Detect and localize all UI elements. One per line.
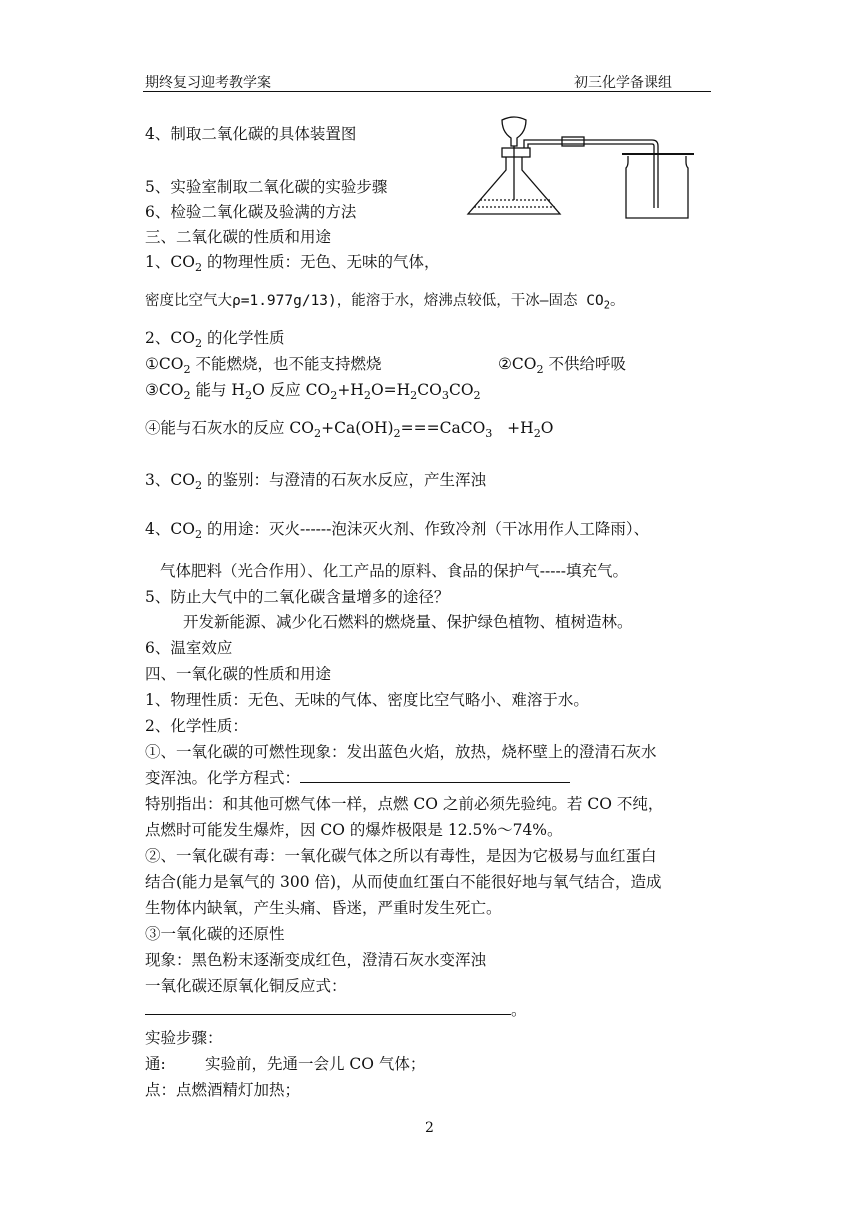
text-line: 特别指出：和其他可燃气体一样，点燃 CO 之前必须先验纯。若 CO 不纯， [145, 795, 664, 813]
text-line: 4、$CO_2$ 的用途：灭火------泡沫灭火剂、作致冷剂（干冰用作人工降雨）、 [145, 520, 650, 541]
text-line: 密度比空气大ρ=1.977g/13)，能溶于水，熔沸点较低，干冰—固态 $CO_2$。 [145, 293, 625, 312]
page-number: 2 [425, 1120, 434, 1136]
text-line: 点：点燃酒精灯加热； [145, 1081, 301, 1099]
text-line: 开发新能源、减少化石燃料的燃烧量、保护绿色植物、植树造林。 [183, 613, 633, 631]
text-line: ①、一氧化碳的可燃性现象：发出蓝色火焰，放热，烧杯壁上的澄清石灰水 [145, 743, 657, 761]
text-line: 1、物理性质：无色、无味的气体、密度比空气略小、难溶于水。 [145, 691, 589, 709]
text-line: 1、$CO_2$ 的物理性质：无色、无味的气体， [145, 253, 440, 274]
text-line: 6、温室效应 [145, 639, 233, 657]
text-line: 气体肥料（光合作用）、化工产品的原料、食品的保护气-----填充气。 [160, 562, 628, 580]
text-line: 。 [145, 998, 527, 1020]
header-left: 期终复习迎考教学案 [145, 75, 271, 91]
co2-apparatus-figure [462, 112, 702, 222]
text-line: $①CO_2$ 不能燃烧，也不能支持燃烧 [145, 355, 382, 376]
text-line: 5、防止大气中的二氧化碳含量增多的途径？ [145, 588, 450, 606]
text-line: 2、$CO_2$ 的化学性质 [145, 329, 285, 350]
text-line: $②CO_2$ 不供给呼吸 [498, 355, 627, 376]
text-line: ④能与石灰水的反应 $CO_2+Ca(OH)_2===CaCO_3 +H_2O$ [145, 419, 554, 440]
text-line: 生物体内缺氧，产生头痛、昏迷，严重时发生死亡。 [145, 899, 502, 917]
text-line: 实验前，先通一会儿 CO 气体； [205, 1055, 426, 1073]
header-right: 初三化学备课组 [574, 75, 672, 91]
text-line: 一氧化碳还原氧化铜反应式： [145, 977, 347, 995]
text-line: 3、$CO_2$ 的鉴别：与澄清的石灰水反应，产生浑浊 [145, 471, 486, 492]
section-heading: 四、一氧化碳的性质和用途 [145, 665, 332, 683]
answer-blank [145, 1013, 511, 1015]
text-line: ②、一氧化碳有毒：一氧化碳气体之所以有毒性，是因为它极易与血红蛋白 [145, 847, 657, 865]
section-heading: 三、二氧化碳的性质和用途 [145, 228, 332, 246]
header-rule [143, 91, 711, 92]
text-line: ③一氧化碳的还原性 [145, 925, 285, 943]
text-line: 通: [145, 1055, 166, 1073]
text-line: 4、制取二氧化碳的具体装置图 [145, 125, 357, 143]
text-line: 实验步骤： [145, 1029, 223, 1047]
answer-blank [300, 781, 570, 783]
text-line: 6、检验二氧化碳及验满的方法 [145, 203, 357, 221]
text-line: 结合(能力是氧气的 300 倍)，从而使血红蛋白不能很好地与氧气结合，造成 [145, 873, 662, 891]
text-line: $③CO_2$ 能与 $H_2O$ 反应 $CO_2+H_2O=H_2CO_3CO_2$ [145, 381, 481, 402]
text-line: 变浑浊。化学方程式： [145, 766, 570, 788]
text-line: 现象：黑色粉末逐渐变成红色，澄清石灰水变浑浊 [145, 951, 487, 969]
text-line: 5、实验室制取二氧化碳的实验步骤 [145, 178, 388, 196]
text-line: 点燃时可能发生爆炸，因 CO 的爆炸极限是 12.5%～74%。 [145, 821, 563, 839]
text-line: 2、化学性质： [145, 717, 248, 735]
